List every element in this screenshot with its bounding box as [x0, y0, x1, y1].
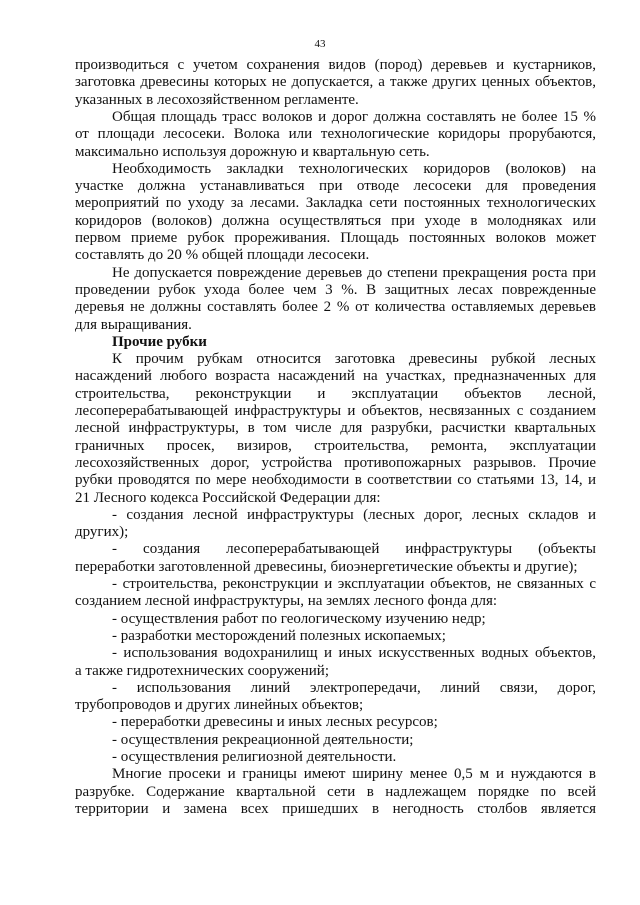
text-line: строительства, реконструкции и эксплуатации объектов лесной, [75, 385, 596, 402]
text-line: Общая площадь трасс волоков и дорог должна составлять не более 15 % [112, 108, 596, 125]
text-line: - осуществления рекреационной деятельности; [112, 731, 414, 748]
text-line: максимально используя дорожную и квартальную сеть. [75, 143, 430, 160]
text-line: коридоров (волоков) должна осуществляться при уходе в молодняках или [75, 212, 596, 229]
text-line: - осуществления религиозной деятельности. [112, 749, 397, 765]
section-heading: Прочие рубки [112, 333, 207, 350]
text-line: Многие просеки и границы имеют ширину менее 0,5 м и нуждаются в [112, 766, 596, 783]
text-line: участке должна устанавливаться при отводе лесосеки для проведения [75, 178, 596, 195]
text-line: проведении рубок ухода более чем 3 %. В защитных лесах поврежденные [75, 281, 596, 298]
text-line: мероприятий по уходу за лесами. Закладка сети постоянных технологических [75, 195, 596, 212]
text-line: первом приеме рубок прореживания. Площадь постоянных волоков может [75, 230, 596, 246]
text-line: трубопроводов и других линейных объектов; [75, 697, 364, 714]
text-line: - использования водохранилищ и иных искусственных водных объектов, [112, 645, 596, 662]
text-line: территории и замена всех пришедших в негодность столбов является [75, 800, 596, 817]
text-line: составлять до 20 % общей площади лесосеки. [75, 247, 370, 264]
text-line: - разработки месторождений полезных ископаемых; [112, 627, 446, 644]
text-line: насаждений любого возраста насаждений на участках, предназначенных для [75, 368, 596, 385]
text-line: заготовка древесины которых не допускается, а также других ценных объектов, [75, 74, 596, 91]
text-line: других); [75, 524, 129, 541]
text-line: лесохозяйственных дорог, устройства противопожарных разрывов. Прочие [75, 454, 596, 471]
text-line: Не допускается повреждение деревьев до степени прекращения роста при [112, 264, 596, 281]
text-line: лесной инфраструктуры, в том числе для разрубки, расчистки квартальных [75, 420, 596, 437]
text-line: а также гидротехнических сооружений; [75, 662, 329, 679]
text-line: - осуществления работ по геологическому изучению недр; [112, 610, 486, 627]
text-line: переработки заготовленной древесины, биоэнергетические объекты и другие); [75, 558, 578, 575]
text-line: производиться с учетом сохранения видов (пород) деревьев и кустарников, [75, 57, 596, 73]
text-line: - создания лесной инфраструктуры (лесных дорог, лесных складов и [112, 506, 596, 523]
text-line: лесоперерабатывающей инфраструктуры и объектов, несвязанных с созданием [75, 403, 596, 419]
text-line: К прочим рубкам относится заготовка древесины рубкой лесных [112, 351, 596, 368]
text-line: Необходимость закладки технологических коридоров (волоков) на [112, 160, 596, 177]
text-line: созданием лесной инфраструктуры, на землях лесного фонда для: [75, 593, 498, 610]
text-line: разрубке. Содержание квартальной сети в надлежащем порядке по всей [75, 783, 596, 800]
text-line: для выращивания. [75, 316, 192, 333]
page-number: 43 [314, 38, 326, 50]
text-line: указанных в лесохозяйственном регламенте. [75, 91, 359, 108]
text-line: от площади лесосеки. Волока или технологические коридоры прорубаются, [75, 126, 596, 143]
text-line: - переработки древесины и иных лесных ресурсов; [112, 714, 438, 731]
text-line: - строительства, реконструкции и эксплуатации объектов, не связанных с [112, 576, 596, 592]
text-line: - создания лесоперерабатывающей инфраструктуры (объекты [112, 541, 596, 558]
text-line: 21 Лесного кодекса Российской Федерации для: [75, 489, 381, 506]
text-line: граничных просек, визиров, строительства, ремонта, эксплуатации [75, 437, 596, 454]
text-line: деревья не должны составлять более 2 % от количества оставляемых деревьев [75, 299, 596, 316]
text-line: рубки проводятся по мере необходимости в соответствии со статьями 13, 14, и [75, 472, 596, 489]
text-line: - использования линий электропередачи, линий связи, дорог, [112, 679, 596, 696]
